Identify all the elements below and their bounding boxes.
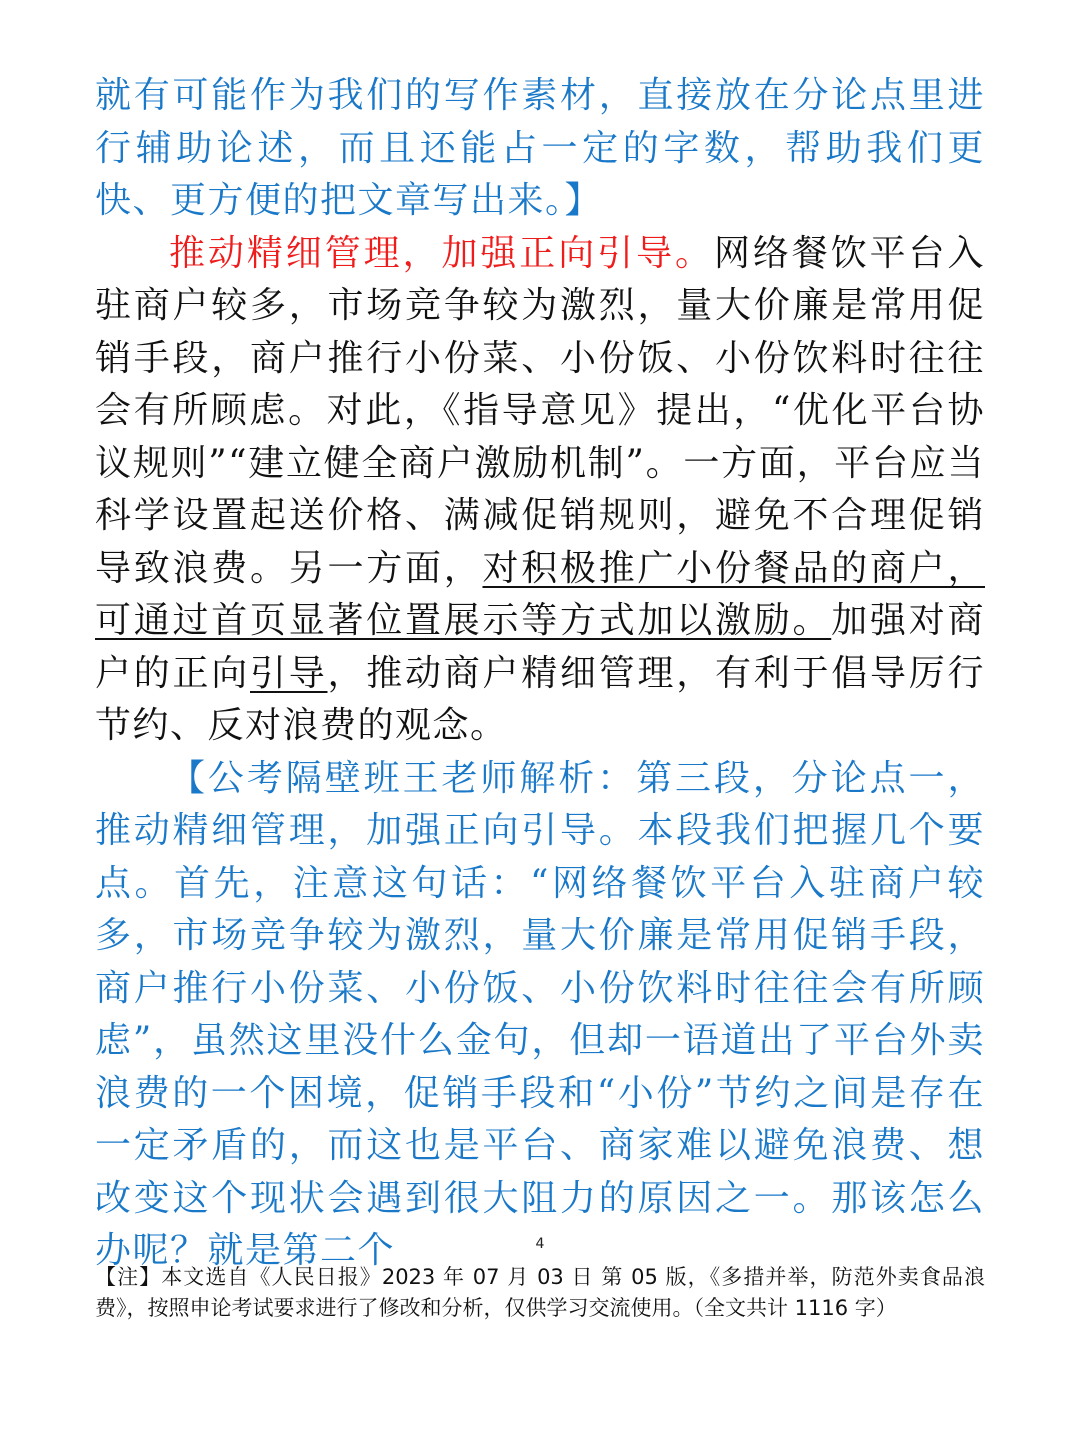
underlined-sentence: 对积极推广小份餐品的商户，可通过首页显著位置展示等方式加以激励。 xyxy=(95,547,985,641)
underlined-word: 引导 xyxy=(250,652,328,694)
point-text-after: ，推动商户精细管理，有利于倡导厉行节约、反对浪费的观念。 xyxy=(95,652,985,746)
commentary-paragraph-continued: 就有可能作为我们的写作素材，直接放在分论点里进行辅助论述，而且还能占一定的字数，帮助我们更快、更方便的把文章写出来。】 xyxy=(95,75,985,221)
point-heading: 推动精细管理，加强正向引导。 xyxy=(169,232,714,274)
page-number: 4 xyxy=(535,1236,545,1252)
article-body xyxy=(95,70,985,1278)
point-text-middle: 加强对商户的正向 xyxy=(95,600,985,694)
point-text-before: 网络餐饮平台入驻商户较多，市场竞争较为激烈，量大价廉是常用促销手段，商户推行小份菜、小份饭、小份饮料时往往会有所顾虑。对此，《指导意见》提出，“优化平台协议规则”“建立健全商户激励机制”。一方面，平台应当科学设置起送价格、满减促销规则，避免不合理促销导致浪费。另一方面， xyxy=(95,232,985,589)
source-note: 【注】本文选自《人民日报》2023 年 07 月 03 日 第 05 版，《多措并举，防范外卖食品浪费》，按照申论考试要求进行了修改和分析，仅供学习交流使用。（全文共计 1116 字） xyxy=(95,1265,985,1320)
commentary-paragraph-analysis: 【公考隔壁班王老师解析：第三段，分论点一，推动精细管理，加强正向引导。本段我们把握几个要点。首先，注意这句话：“网络餐饮平台入驻商户较多，市场竞争较为激烈，量大价廉是常用促销手段，商户推行小份菜、小份饭、小份饮料时往往会有所顾虑”，虽然这里没什么金句，但却一语道出了平台外卖浪费的一个困境，促销手段和“小份”节约之间是存在一定矛盾的，而这也是平台、商家难以避免浪费、想改变这个现状会遇到很大阻力的原因之一。那该怎么办呢？就是第二个 xyxy=(95,757,985,1271)
body-paragraph-point-one xyxy=(95,228,985,753)
